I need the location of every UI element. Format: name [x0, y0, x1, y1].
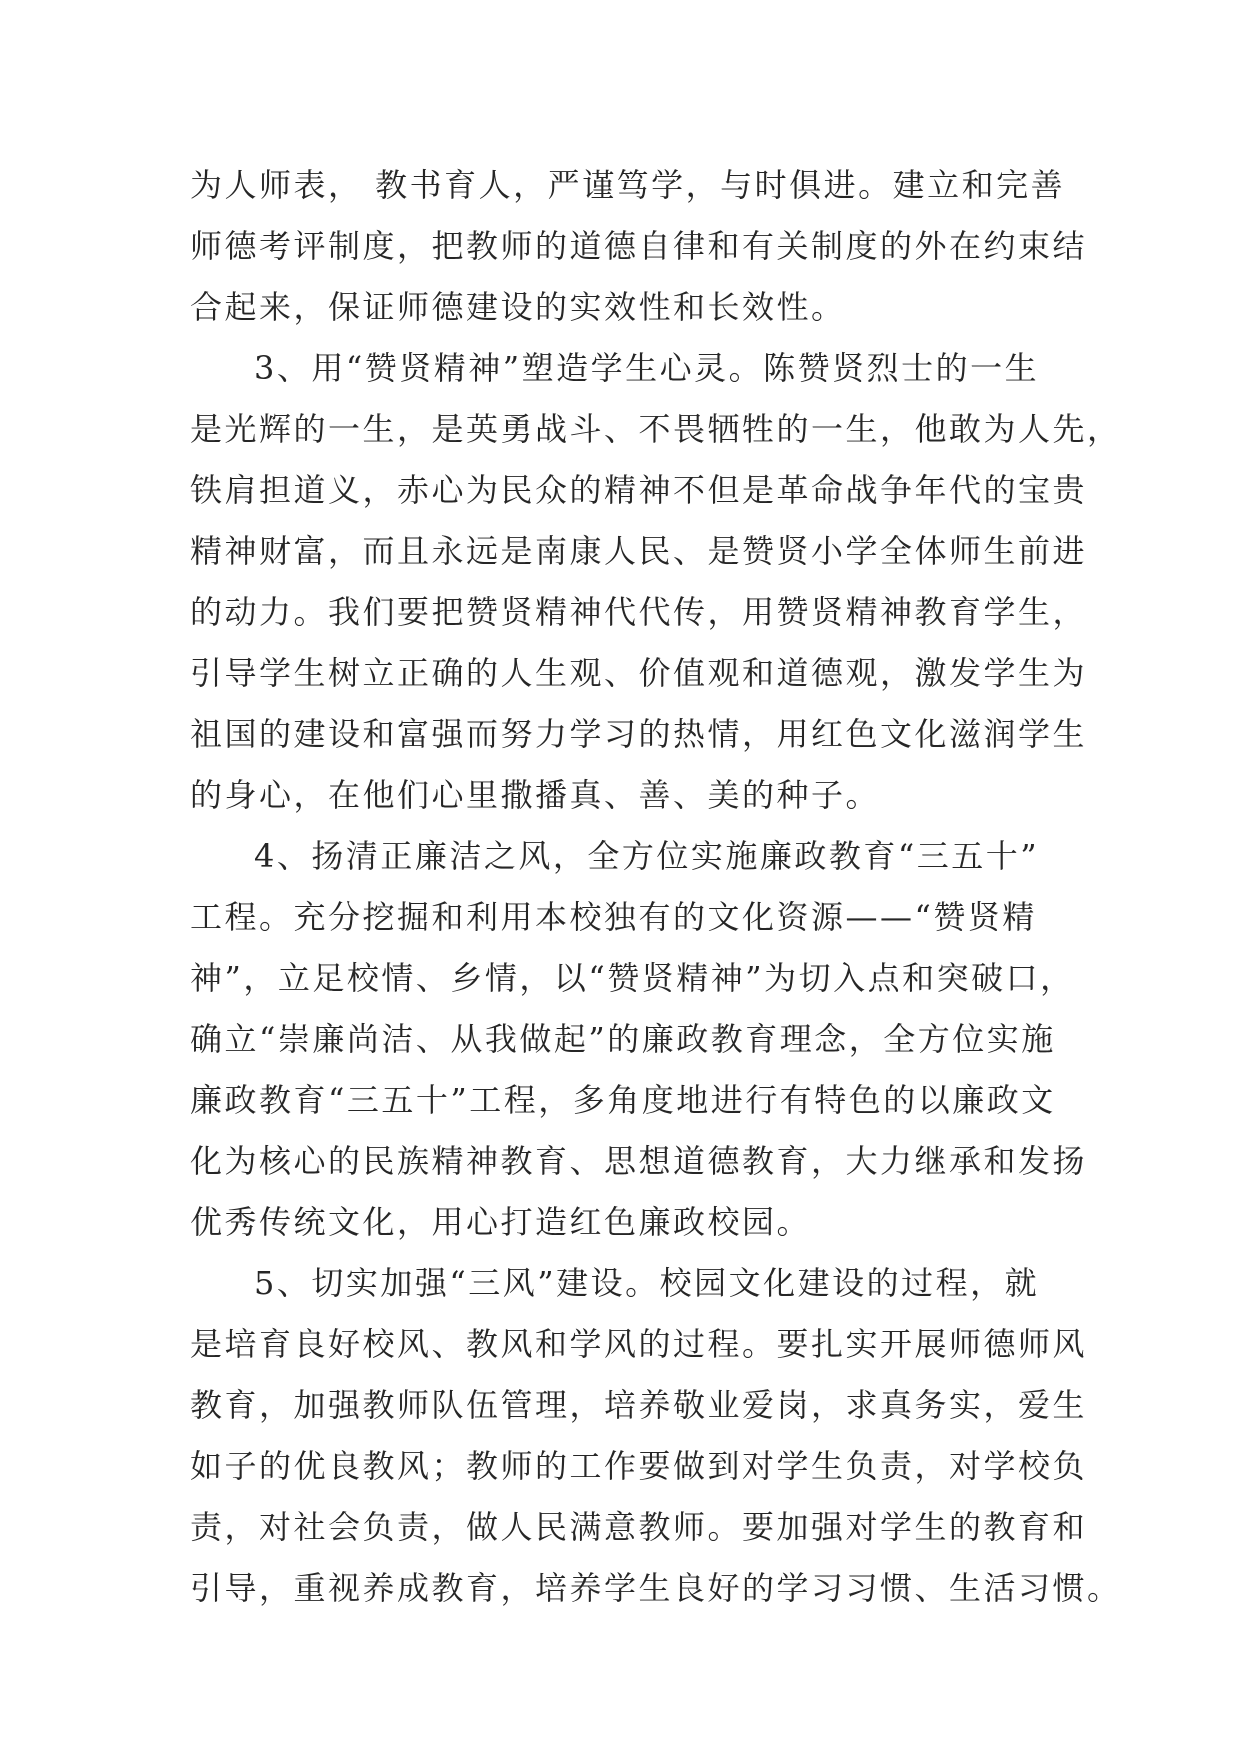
text-line: 师德考评制度，把教师的道德自律和有关制度的外在约束结	[190, 227, 1088, 265]
body-text	[190, 155, 1122, 1619]
text-line: 的身心，在他们心里撒播真、善、美的种子。	[190, 776, 881, 814]
text-line: 为人师表， 教书育人，严谨笃学，与时俱进。建立和完善	[190, 166, 1066, 204]
text-line: 引导学生树立正确的人生观、价值观和道德观，激发学生为	[190, 654, 1088, 692]
text-line: 化为核心的民族精神教育、思想道德教育，大力继承和发扬	[190, 1142, 1088, 1180]
paragraph-3-first-line: 3、用“赞贤精神”塑造学生心灵。陈赞贤烈士的一生	[254, 349, 1040, 387]
text-line: 引导，重视养成教育，培养学生良好的学习习惯、生活习惯。	[190, 1569, 1122, 1607]
paragraph-4-first-line: 4、扬清正廉洁之风，全方位实施廉政教育“三五十”	[254, 837, 1040, 875]
text-line: 如子的优良教风；教师的工作要做到对学生负责，对学校负	[190, 1447, 1088, 1485]
text-line: 是培育良好校风、教风和学风的过程。要扎实开展师德师风	[190, 1325, 1088, 1363]
text-line: 责，对社会负责，做人民满意教师。要加强对学生的教育和	[190, 1508, 1088, 1546]
text-line: 优秀传统文化，用心打造红色廉政校园。	[190, 1203, 812, 1241]
text-line: 祖国的建设和富强而努力学习的热情，用红色文化滋润学生	[190, 715, 1088, 753]
text-line: 确立“崇廉尚洁、从我做起”的廉政教育理念，全方位实施	[190, 1020, 1056, 1058]
text-line: 廉政教育“三五十”工程，多角度地进行有特色的以廉政文	[190, 1081, 1056, 1119]
text-line: 教育，加强教师队伍管理，培养敬业爱岗，求真务实，爱生	[190, 1386, 1088, 1424]
text-line: 铁肩担道义，赤心为民众的精神不但是革命战争年代的宝贵	[190, 471, 1088, 509]
text-line: 精神财富，而且永远是南康人民、是赞贤小学全体师生前进	[190, 532, 1088, 570]
paragraph-5-first-line: 5、切实加强“三风”建设。校园文化建设的过程，就	[254, 1264, 1040, 1302]
text-line: 神”，立足校情、乡情，以“赞贤精神”为切入点和突破口，	[190, 959, 1075, 997]
text-line: 是光辉的一生，是英勇战斗、不畏牺牲的一生，他敢为人先，	[190, 410, 1122, 448]
text-line: 工程。充分挖掘和利用本校独有的文化资源——“赞贤精	[190, 898, 1037, 936]
text-line: 的动力。我们要把赞贤精神代代传，用赞贤精神教育学生，	[190, 593, 1088, 631]
text-line: 合起来，保证师德建设的实效性和长效性。	[190, 288, 846, 326]
